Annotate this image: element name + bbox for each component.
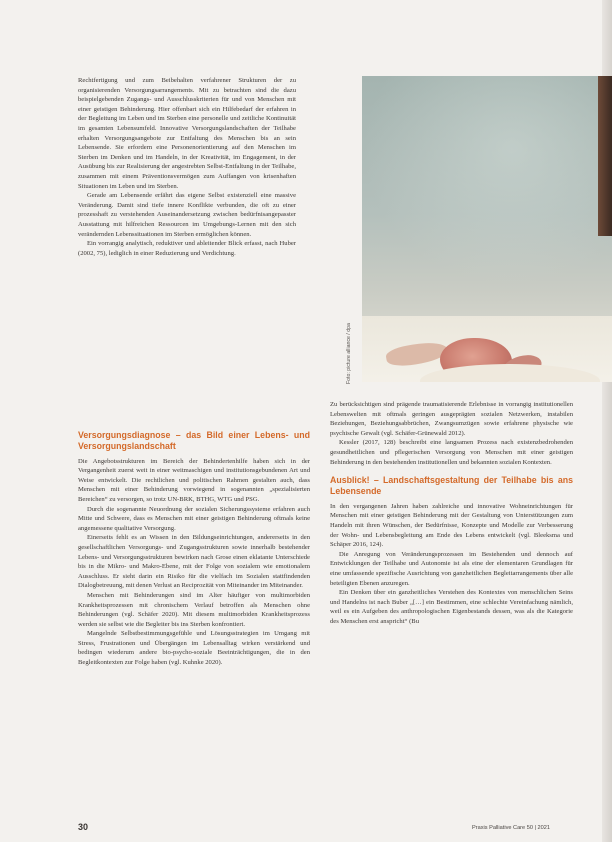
paragraph: Ein Denken über ein ganzheitliches Verstehen des Kontextes von menschlichen Seins und Handelns ist nach Buber „[…] ein Bestimmen, eine schlechte Vereinfachung nämlich, weil es ein Aufgeben des anthropologischen Eigenbestands dessen, was als die Kategorie des Menschen erst anspricht“ (Bu <box>330 589 573 625</box>
left-column-bottom-text <box>78 430 310 812</box>
journal-footer: Praxis Palliative Care 50 | 2021 <box>472 825 550 831</box>
photo-credit-text: Foto: picture alliance / dpa <box>346 323 352 384</box>
paragraph: In den vergangenen Jahren haben zahlreiche und innovative Wohneinrichtungen für Menschen mit einer geistigen Behinderung mit der Gestaltung von Unterstützungen zum Handeln mit ihren Wünschen, der Bedürfnisse, Konzepte und Modelle zur Verbesserung der Wohn- und Lebensbegleitung am Ende des Lebens entwickelt (vgl. Bleeksma und Schäper 2016, 124). <box>330 502 573 549</box>
paragraph: Gerade am Lebensende erfährt das eigene Selbst existenziell eine massive Veränderung. Damit sind tiefe innere Konflikte verbunden, die oft zu einer prozesshaft zu verstehenden Auseinandersetzung zwischen bedürfnisangepasster Ausstattung mit hilfreichen Ressourcen im Umgebungs-Lernen mit den sich verändernden Lebenssituationen im Sterben ermöglichen können. <box>78 192 296 238</box>
paragraph: Zu berücksichtigen sind prägende traumatisierende Erlebnisse in vorrangig institutionellen Lebenswelten mit oftmals geringen ausgeprägten sozialen Netzwerken, instabilen Beziehungen, Beziehungsabbrüchen, Zwangsumzügen sowie erfahrene physische wie psychische Gewalt (vgl. Schäfer-Grünewald 2012). <box>330 401 573 437</box>
section-heading: Versorgungsdiagnose – das Bild einer Lebens- und Versorgungslandschaft <box>78 430 310 451</box>
paragraph: Einerseits fehlt es an Wissen in den Bildungseinrichtungen, andererseits in den gesellschaftlichen Versorgungs- und Zugangsstrukturen sowie innerhalb bestehender Lebens- und Versorgungsstrukturen bewirken nach Grose einen eklatante Unterschiede bis in die Mikro- und Makro-Ebene, mit der Folge von sozialem wie emotionalem Ausschluss. Er sieht darin ein Risiko für die vielfach im Sozialen stattfindenden Dialogbetreuung, mit denen Verlust an Reciprozität von Miteinander im Miteinander. <box>78 534 310 590</box>
right-column-text <box>330 400 573 812</box>
paragraph: Die Angebotsstrukturen im Bereich der Behindertenhilfe haben sich in der Vergangenheit zuerst weit in einer weitmaschigen und institutionsgebundenen Art und Weise entwickelt. Die rechtlichen und politischen Rahmen gestalten auch, dass Menschen mit einer Behinderung vorwiegend in sogenannten „spezialisierten Bereichen“ zu versorgen, so trotz UN-BRK, BTHG, WTG und PSG. <box>78 457 310 503</box>
page-number: 30 <box>78 822 89 832</box>
photo-person-lying-in-bed <box>362 76 612 382</box>
paragraph: Ein vorrangig analytisch, reduktiver und ableitender Blick erfasst, nach Huber (2002, 75), lediglich in einer Reduzierung und Verdichtung. <box>78 240 296 257</box>
paragraph: Menschen mit Behinderungen sind im Alter häufiger von multimorbiden Krankheitsprozessen mit chronischem Verlauf betroffen als Menschen ohne Behinderungen (vgl. Schäfer 2020). Mit diesem multimorbiden Krankheitsprozess werden sie selbst wie die Begleiter bis ins Sterben konfrontiert. <box>78 591 310 628</box>
paragraph: Rechtfertigung und zum Beibehalten verfahrener Strukturen der zu organisierenden Versorgungsarrangements. Mit zu betrachten sind die dazu beispielgebenden Zugangs- und Ausschlusskriterien für und von Menschen mit einer geistigen Behinderung. Hier offenbart sich ein Hilfebedarf der erfahren in der Begleitung im Leben und im Sterben eine personelle und zeitliche Kontinuität im gesamten Lebensumfeld. Innovative Versorgungslandschaften der Teilhabe erhalten Versorgungsangebote zur Entfaltung des Menschen bis an sein Lebensende. Sie erfordern eine Personenorientierung auf den Menschen im Sterben im Denken und im Handeln, in der Kreativität, im Engagement, in der Ausübung bis zur Realisierung der angestrebten Selbst-Entfaltung in der Teilhabe, zusammen mit einem Präventionsvermögen zum Auffangen von krisenhaften Situationen im Leben und im Sterben. <box>78 77 296 190</box>
paragraph: Mangelnde Selbstbestimmungsgefühle und Lösungsstrategien im Umgang mit Stress, Frustrationen und Übergängen im Lebensalltag wirken verstärkend und bedingen wiederum andere bio-psycho-soziale Beeinträchtigungen, die in den Begleitkontexten zur Folge haben (vgl. Kuhnke 2020). <box>78 630 310 667</box>
section-heading: Ausblick! – Landschaftsgestaltung der Teilhabe bis ans Lebensende <box>330 475 573 496</box>
paragraph: Kessler (2017, 128) beschreibt eine langsamen Prozess nach existenzbedrohenden gesundheitlichen und pflegerischen Versorgung von Menschen mit einer geistigen Behinderung in den bestehenden institutionellen und bekannten sozialen Kontexten. <box>330 439 573 466</box>
paragraph: Durch die sogenannte Neuordnung der sozialen Sicherungssysteme erfahren auch Mitte und Schwere, dass es Menschen mit einer geistigen Behinderung oftmals keine angemessene qualitative Versorgung. <box>78 505 310 532</box>
paragraph: Die Anregung von Veränderungsprozessen im Bestehenden und dennoch auf Entwicklungen der Teilhabe und Autonomie ist als eine der elementaren Grundlagen für eine umfassende spezifische Ausrichtung von ganzheitlichen Begleitarrangements über alle beteiligten Ebenen anzuregen. <box>330 550 573 587</box>
left-column-top-text <box>78 76 296 388</box>
